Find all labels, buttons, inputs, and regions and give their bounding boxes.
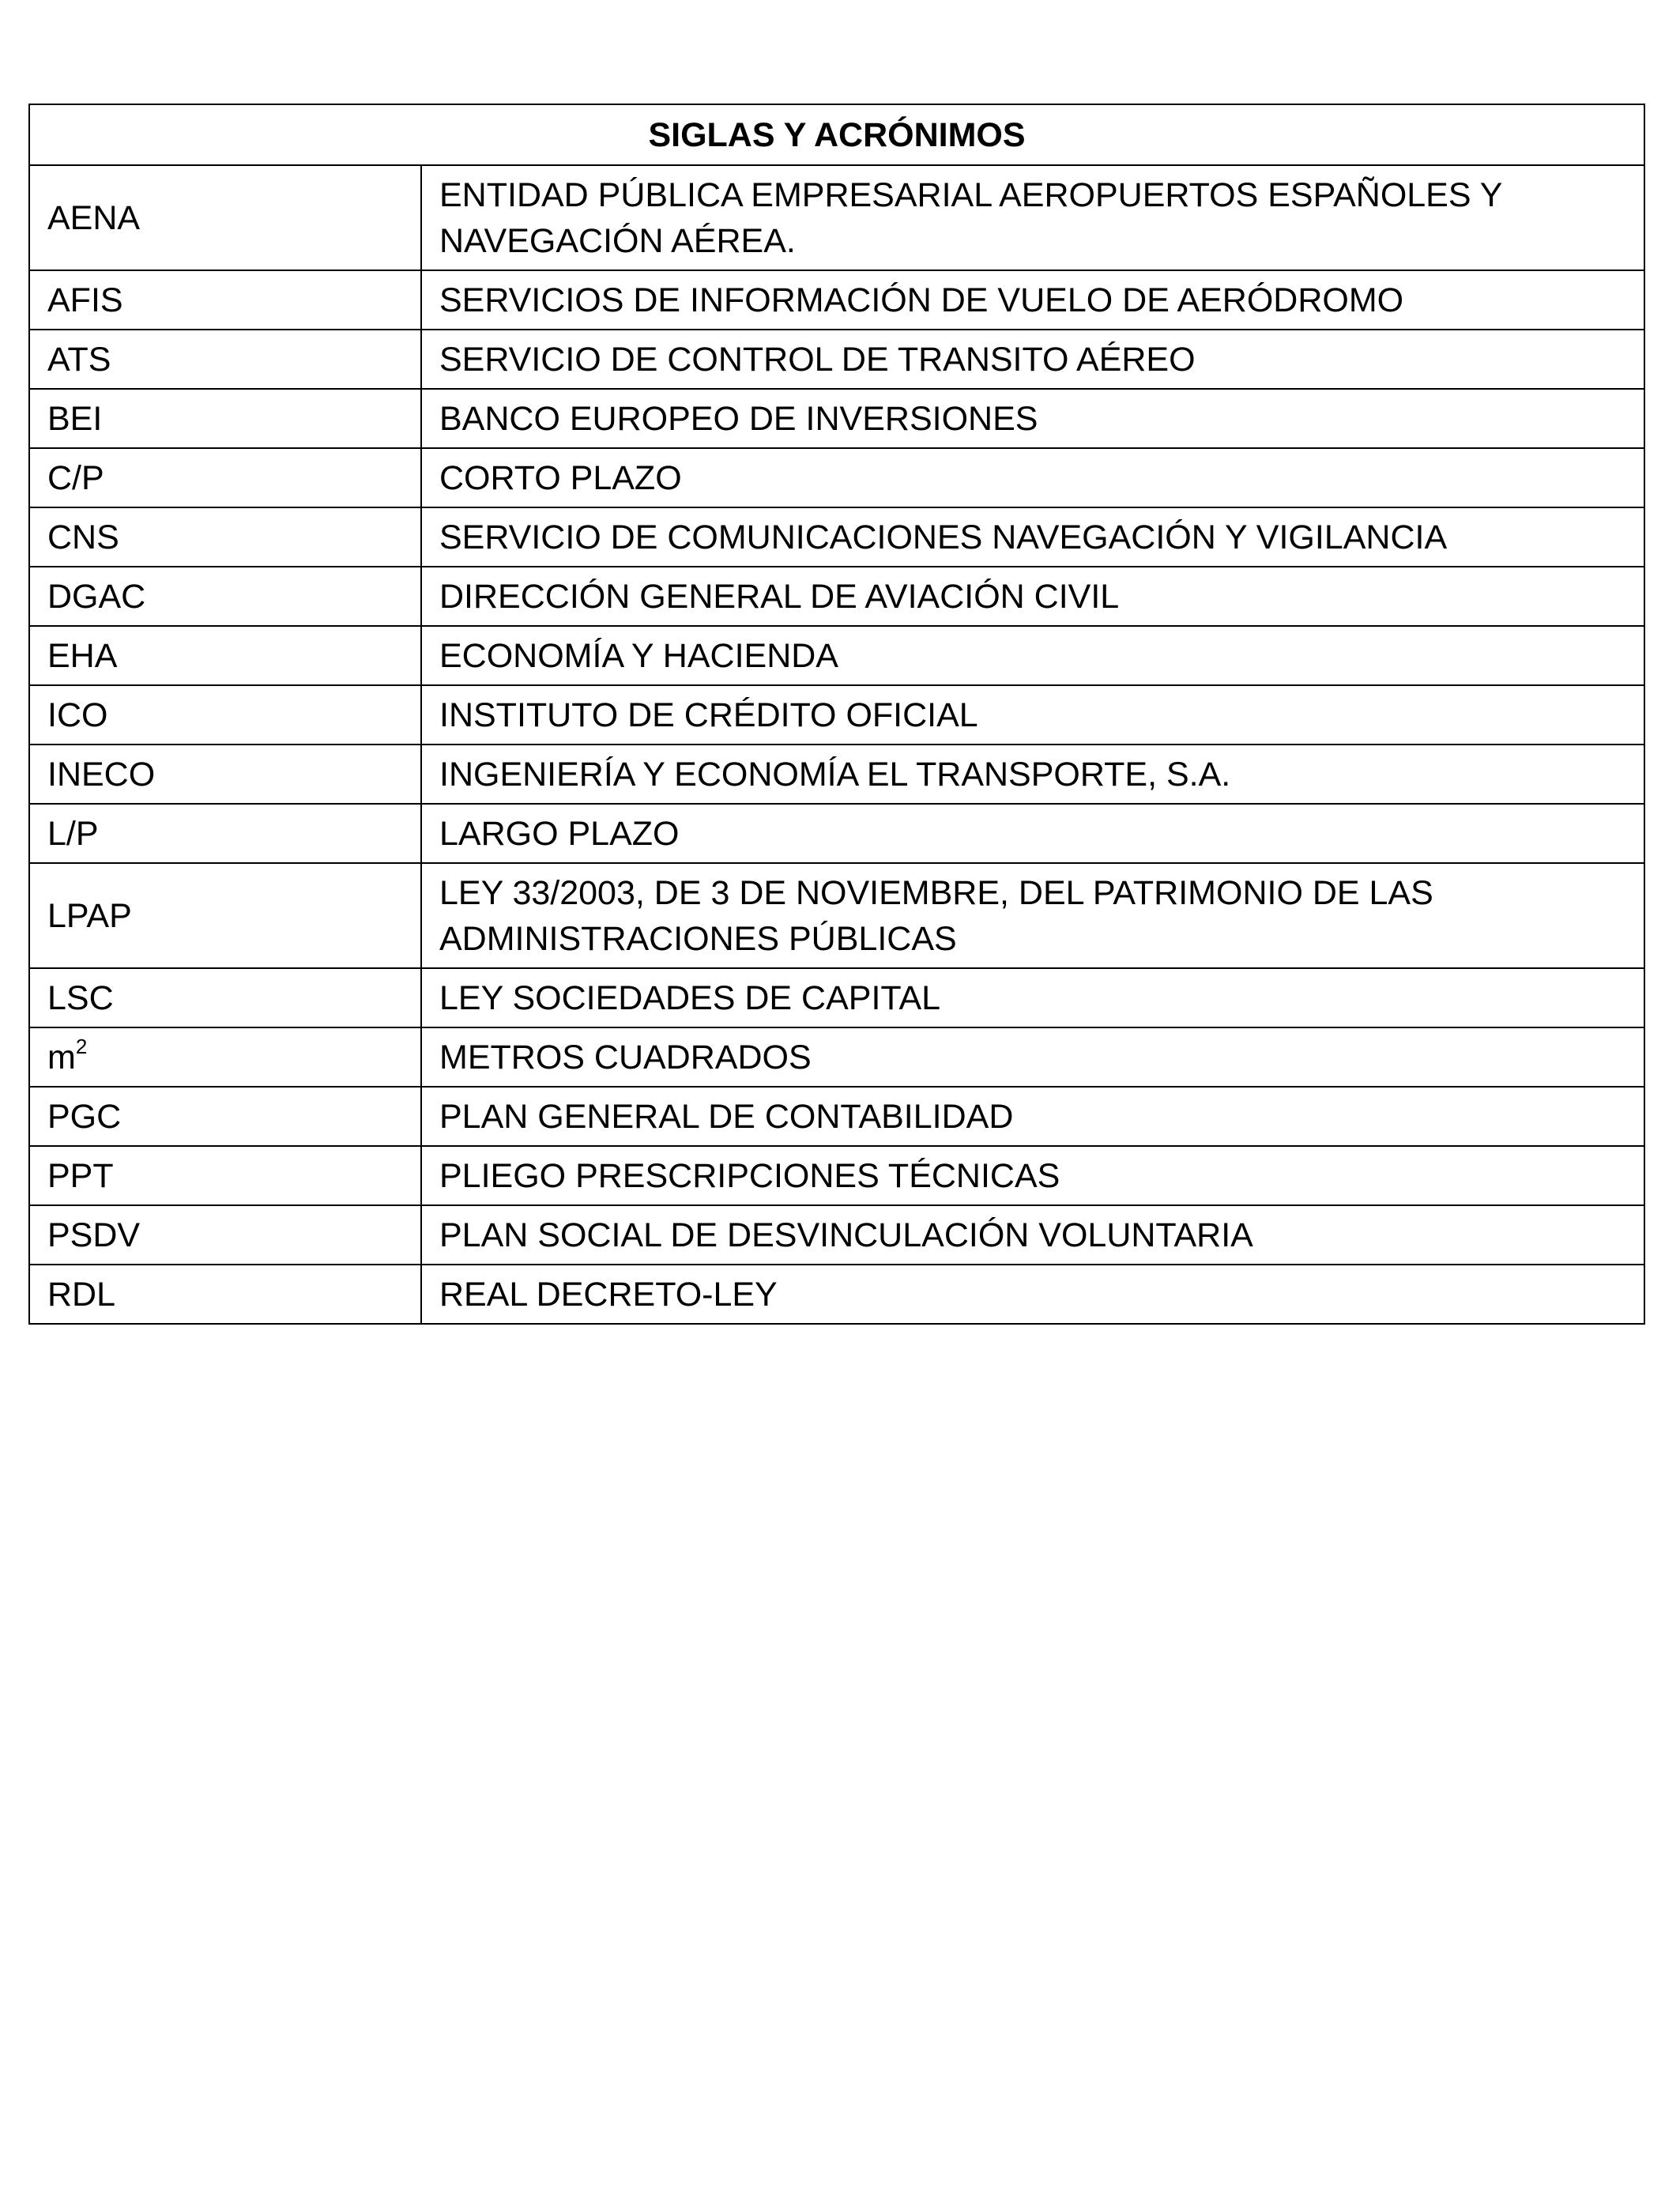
table-row bbox=[29, 863, 1644, 968]
table-row bbox=[29, 626, 1644, 685]
definition-cell: INGENIERÍA Y ECONOMÍA EL TRANSPORTE, S.A. bbox=[421, 745, 1644, 804]
definition-cell: PLAN SOCIAL DE DESVINCULACIÓN VOLUNTARIA bbox=[421, 1205, 1644, 1265]
table-row bbox=[29, 1027, 1644, 1087]
table-row bbox=[29, 804, 1644, 863]
definition-cell: CORTO PLAZO bbox=[421, 448, 1644, 507]
table-row bbox=[29, 567, 1644, 626]
acronym-cell: CNS bbox=[29, 507, 421, 567]
definition-cell: DIRECCIÓN GENERAL DE AVIACIÓN CIVIL bbox=[421, 567, 1644, 626]
acronym-cell: BEI bbox=[29, 389, 421, 448]
acronym-cell: PGC bbox=[29, 1087, 421, 1146]
table-title: SIGLAS Y ACRÓNIMOS bbox=[29, 104, 1644, 165]
definition-cell: LARGO PLAZO bbox=[421, 804, 1644, 863]
table-row bbox=[29, 968, 1644, 1027]
acronym-cell: ATS bbox=[29, 330, 421, 389]
definition-cell: SERVICIOS DE INFORMACIÓN DE VUELO DE AERÓDROMO bbox=[421, 270, 1644, 330]
table-body bbox=[29, 165, 1644, 1324]
acronym-cell: INECO bbox=[29, 745, 421, 804]
acronym-cell: ICO bbox=[29, 685, 421, 745]
acronym-superscript: 2 bbox=[75, 1034, 88, 1058]
acronym-cell: C/P bbox=[29, 448, 421, 507]
acronym-cell: PPT bbox=[29, 1146, 421, 1205]
acronym-cell: DGAC bbox=[29, 567, 421, 626]
acronym-cell: EHA bbox=[29, 626, 421, 685]
acronym-cell bbox=[29, 1027, 421, 1087]
acronym-cell: RDL bbox=[29, 1265, 421, 1324]
table-row bbox=[29, 1087, 1644, 1146]
acronyms-table bbox=[28, 104, 1645, 1325]
acronym-cell: L/P bbox=[29, 804, 421, 863]
table-row bbox=[29, 507, 1644, 567]
definition-cell: ENTIDAD PÚBLICA EMPRESARIAL AEROPUERTOS ESPAÑOLES Y NAVEGACIÓN AÉREA. bbox=[421, 165, 1644, 270]
definition-cell: LEY 33/2003, DE 3 DE NOVIEMBRE, DEL PATRIMONIO DE LAS ADMINISTRACIONES PÚBLICAS bbox=[421, 863, 1644, 968]
definition-cell: SERVICIO DE CONTROL DE TRANSITO AÉREO bbox=[421, 330, 1644, 389]
definition-cell: REAL DECRETO-LEY bbox=[421, 1265, 1644, 1324]
table-header-row bbox=[29, 104, 1644, 165]
acronym-cell: PSDV bbox=[29, 1205, 421, 1265]
definition-cell: METROS CUADRADOS bbox=[421, 1027, 1644, 1087]
acronym-cell: LSC bbox=[29, 968, 421, 1027]
acronym-cell: AFIS bbox=[29, 270, 421, 330]
table-row bbox=[29, 270, 1644, 330]
definition-cell: BANCO EUROPEO DE INVERSIONES bbox=[421, 389, 1644, 448]
definition-cell: ECONOMÍA Y HACIENDA bbox=[421, 626, 1644, 685]
table-row bbox=[29, 448, 1644, 507]
definition-cell: PLAN GENERAL DE CONTABILIDAD bbox=[421, 1087, 1644, 1146]
table-row bbox=[29, 1205, 1644, 1265]
definition-cell: LEY SOCIEDADES DE CAPITAL bbox=[421, 968, 1644, 1027]
table-row bbox=[29, 165, 1644, 270]
table-row bbox=[29, 389, 1644, 448]
definition-cell: SERVICIO DE COMUNICACIONES NAVEGACIÓN Y VIGILANCIA bbox=[421, 507, 1644, 567]
definition-cell: INSTITUTO DE CRÉDITO OFICIAL bbox=[421, 685, 1644, 745]
table-row bbox=[29, 745, 1644, 804]
acronym-cell: LPAP bbox=[29, 863, 421, 968]
table-row bbox=[29, 685, 1644, 745]
definition-cell: PLIEGO PRESCRIPCIONES TÉCNICAS bbox=[421, 1146, 1644, 1205]
acronym-base: m bbox=[47, 1039, 76, 1076]
table-row bbox=[29, 330, 1644, 389]
table-row bbox=[29, 1146, 1644, 1205]
table-row bbox=[29, 1265, 1644, 1324]
acronym-cell: AENA bbox=[29, 165, 421, 270]
